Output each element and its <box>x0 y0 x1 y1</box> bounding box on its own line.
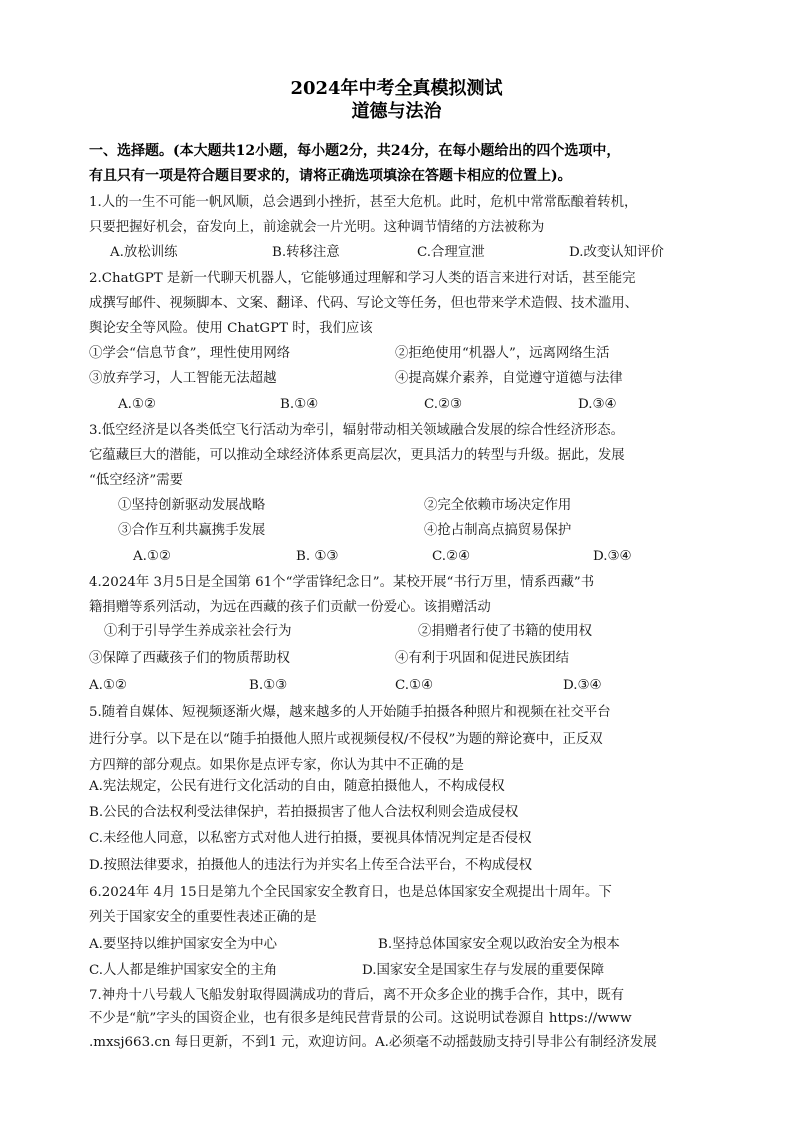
question-7-stem: 不少是“航”字头的国资企业，也有很多是纯民营背景的公司。这说明试卷源自 https://www <box>89 1011 632 1026</box>
question-6-stem: 列关于国家安全的重要性表述正确的是 <box>89 910 317 925</box>
question-1-stem: 1.人的一生不可能一帆风顺，总会遇到小挫折，甚至大危机。此时，危机中常常酝酿着转机， <box>89 195 638 210</box>
question-4-option-c: C.①④ <box>395 678 434 693</box>
question-3-option-b: B. ①③ <box>296 549 339 564</box>
question-6-option-d: D.国家安全是国家生存与发展的重要保障 <box>362 963 605 978</box>
question-5-option-a: A.宪法规定，公民有进行文化活动的自由，随意拍摄他人，不构成侵权 <box>89 779 505 794</box>
question-5-option-b: B.公民的合法权利受法律保护，若拍摄损害了他人合法权利则会造成侵权 <box>89 805 519 820</box>
question-7-stem: .mxsj663.cn 每日更新，不到1 元，欢迎访问。A.必须毫不动摇鼓励支持引导非公有制经济发展 <box>89 1035 657 1050</box>
section-heading: 一、选择题。(本大题共12小题，每小题2分，共24分，在每小题给出的四个选项中， <box>89 143 621 159</box>
question-3-item: ③合作互利共赢携手发展 <box>118 523 266 538</box>
question-2-option-d: D.③④ <box>578 397 617 412</box>
question-2-item: ②拒绝使用“机器人”，远离网络生活 <box>395 346 610 361</box>
question-5-option-d: D.按照法律要求，拍摄他人的违法行为并实名上传至合法平台，不构成侵权 <box>89 858 533 873</box>
question-4-item: ③保障了西藏孩子们的物质帮助权 <box>89 651 290 666</box>
question-4-item: ②捐赠者行使了书籍的使用权 <box>418 624 593 639</box>
question-3-item: ①坚持创新驱动发展战略 <box>118 498 266 513</box>
question-1-option-a: A.放松训练 <box>110 245 178 260</box>
question-4-option-b: B.①③ <box>249 678 288 693</box>
question-4-stem: 4.2024年 3月5日是全国第 61个“学雷锋纪念日”。某校开展“书行万里，情系西藏”书 <box>89 575 595 590</box>
question-6-stem: 6.2024年 4月 15日是第九个全民国家安全教育日，也是总体国家安全观提出十周年。下 <box>89 885 612 900</box>
question-1-option-d: D.改变认知评价 <box>569 245 664 260</box>
question-1-stem: 只要把握好机会，奋发向上，前途就会一片光明。这种调节情绪的方法被称为 <box>89 220 545 235</box>
question-4-option-d: D.③④ <box>563 678 602 693</box>
question-6-option-b: B.坚持总体国家安全观以政治安全为根本 <box>378 937 620 952</box>
question-1-option-b: B.转移注意 <box>272 245 340 260</box>
question-2-stem: 舆论安全等风险。使用 ChatGPT 时，我们应该 <box>89 321 373 336</box>
question-2-option-c: C.②③ <box>424 397 463 412</box>
question-3-option-d: D.③④ <box>593 549 632 564</box>
question-3-stem: “低空经济”需要 <box>89 473 184 488</box>
question-4-stem: 籍捐赠等系列活动，为远在西藏的孩子们贡献一份爱心。该捐赠活动 <box>89 600 491 615</box>
section-heading: 有且只有一项是符合题目要求的，请将正确选项填涂在答题卡相应的位置上)。 <box>89 168 572 184</box>
question-4-option-a: A.①② <box>89 678 127 693</box>
question-2-item: ①学会“信息节食”，理性使用网络 <box>89 346 291 361</box>
question-2-item: ④提高媒介素养，自觉遵守道德与法律 <box>395 371 623 386</box>
question-2-item: ③放弃学习，人工智能无法超越 <box>89 371 277 386</box>
question-4-item: ①利于引导学生养成亲社会行为 <box>104 624 292 639</box>
question-2-option-b: B.①④ <box>280 397 319 412</box>
question-5-stem: 方四辩的部分观点。如果你是点评专家，你认为其中不正确的是 <box>89 758 464 773</box>
question-3-stem: 3.低空经济是以各类低空飞行活动为牵引，辐射带动相关领域融合发展的综合性经济形态。 <box>89 423 625 438</box>
question-3-stem: 它蕴藏巨大的潜能，可以推动全球经济体系更高层次，更具活力的转型与升级。据此，发展 <box>89 448 625 463</box>
question-3-option-a: A.①② <box>133 549 171 564</box>
question-6-option-c: C.人人都是维护国家安全的主角 <box>89 963 278 978</box>
question-3-option-c: C.②④ <box>432 549 471 564</box>
question-5-option-c: C.未经他人同意，以私密方式对他人进行拍摄，要视具体情况判定是否侵权 <box>89 831 532 846</box>
question-6-option-a: A.要坚持以维护国家安全为中心 <box>89 937 278 952</box>
question-2-stem: 成撰写邮件、视频脚本、文案、翻译、代码、写论文等任务，但也带来学术造假、技术滥用、 <box>89 296 639 311</box>
question-2-stem: 2.ChatGPT 是新一代聊天机器人，它能够通过理解和学习人类的语言来进行对话，甚至能完 <box>89 271 636 286</box>
question-1-option-c: C.合理宣泄 <box>417 245 485 260</box>
page-title: 2024年中考全真模拟测试 <box>290 78 503 99</box>
question-3-item: ④抢占制高点搞贸易保护 <box>424 523 572 538</box>
question-2-option-a: A.①② <box>118 397 156 412</box>
question-3-item: ②完全依赖市场决定作用 <box>424 498 572 513</box>
question-4-item: ④有利于巩固和促进民族团结 <box>395 651 570 666</box>
question-5-stem: 5.随着自媒体、短视频逐渐火爆，越来越多的人开始随手拍摄各种照片和视频在社交平台 <box>89 705 611 720</box>
question-7-stem: 7.神舟十八号载人飞船发射取得圆满成功的背后，离不开众多企业的携手合作，其中，既有 <box>89 988 625 1003</box>
question-5-stem: 进行分享。以下是在以“随手拍摄他人照片或视频侵权/不侵权”为题的辩论赛中，正反双 <box>89 732 603 747</box>
subject-subtitle: 道德与法治 <box>351 101 442 122</box>
